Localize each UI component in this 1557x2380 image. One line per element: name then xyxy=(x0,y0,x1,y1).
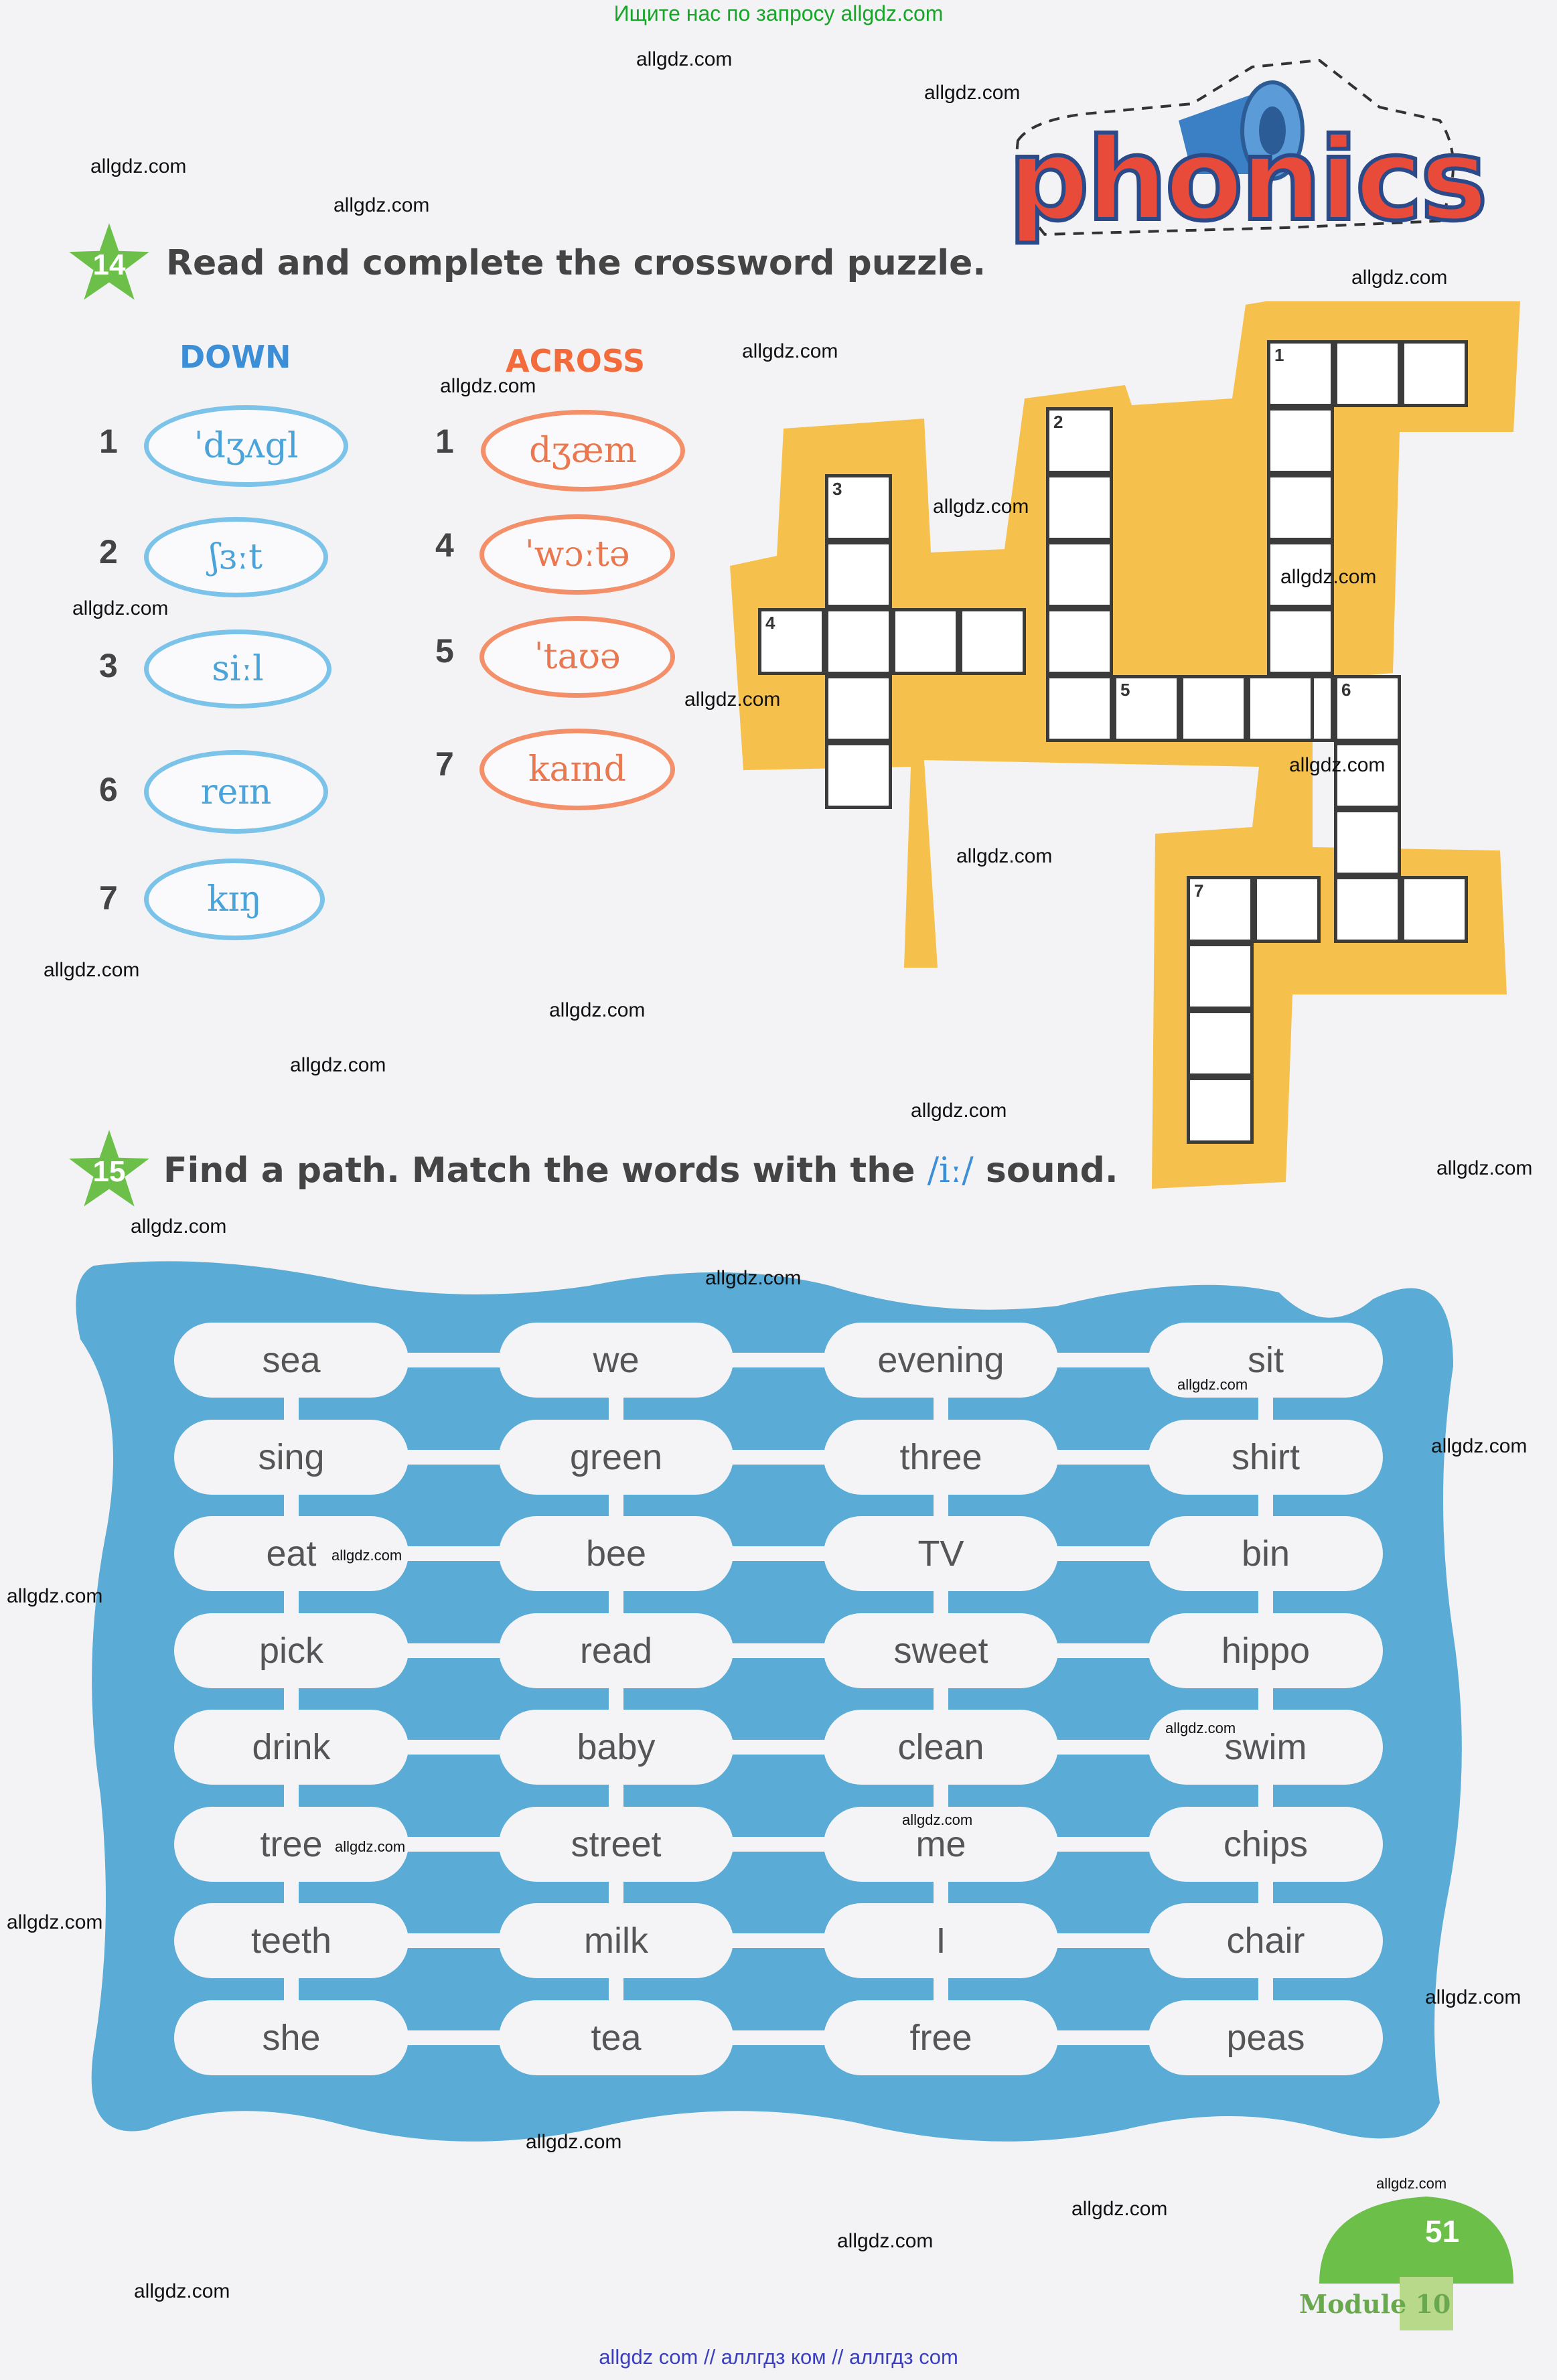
watermark-text: allgdz.com xyxy=(1351,267,1448,289)
word-cell[interactable]: tree xyxy=(174,1807,409,1882)
crossword-cell[interactable] xyxy=(1180,675,1247,742)
watermark-text: allgdz.com xyxy=(636,48,733,70)
word-cell[interactable]: evening xyxy=(824,1323,1058,1398)
watermark-text: allgdz.com xyxy=(1165,1720,1236,1736)
word-cell[interactable]: chair xyxy=(1148,1903,1383,1978)
watermark-text: allgdz.com xyxy=(526,2131,622,2153)
word-cell[interactable]: sweet xyxy=(824,1613,1058,1688)
crossword-cell[interactable] xyxy=(1334,675,1401,742)
watermark-text: allgdz.com xyxy=(1425,1986,1522,2008)
across-clue-number: 1 xyxy=(435,423,454,460)
down-clue-number: 7 xyxy=(99,879,118,917)
watermark-text: allgdz.com xyxy=(134,2280,230,2302)
watermark-text: allgdz.com xyxy=(7,1585,103,1607)
path-bridge-horizontal xyxy=(727,1837,830,1852)
watermark-text: allgdz.com xyxy=(956,845,1053,867)
crossword-cell-number: 7 xyxy=(1194,881,1204,901)
down-clue-number: 1 xyxy=(99,423,118,460)
word-cell[interactable]: we xyxy=(499,1323,733,1398)
down-clue-number: 6 xyxy=(99,771,118,808)
exercise-14-title: Read and complete the crossword puzzle. xyxy=(166,243,986,283)
word-cell[interactable]: bee xyxy=(499,1516,733,1591)
crossword-cell[interactable] xyxy=(1247,675,1314,742)
watermark-text: allgdz.com xyxy=(837,2230,934,2252)
down-clue-ipa: kɪŋ xyxy=(144,859,325,940)
crossword-cell[interactable] xyxy=(1267,474,1334,541)
sound-symbol: /iː/ xyxy=(927,1150,974,1191)
word-cell[interactable]: bin xyxy=(1148,1516,1383,1591)
crossword-cell[interactable] xyxy=(1334,876,1401,943)
path-bridge-horizontal xyxy=(1051,1837,1155,1852)
crossword-cell[interactable] xyxy=(1187,943,1254,1010)
crossword-cell-number: 4 xyxy=(765,613,775,633)
path-bridge-horizontal xyxy=(727,1353,830,1367)
path-bridge-horizontal xyxy=(402,1643,506,1658)
path-bridge-horizontal xyxy=(727,1740,830,1755)
crossword-cell[interactable] xyxy=(825,675,892,742)
word-cell[interactable]: street xyxy=(499,1807,733,1882)
exercise-15-title: Find a path. Match the words with the /iː/ sound. xyxy=(163,1150,1118,1191)
word-cell[interactable]: me xyxy=(824,1807,1058,1882)
path-bridge-horizontal xyxy=(402,2030,506,2045)
word-cell[interactable]: teeth xyxy=(174,1903,409,1978)
watermark-text: allgdz.com xyxy=(705,1267,802,1289)
path-bridge-horizontal xyxy=(1051,1933,1155,1948)
watermark-text: allgdz.com xyxy=(742,340,838,362)
crossword-cell[interactable] xyxy=(1046,541,1113,608)
across-clue-number: 5 xyxy=(435,632,454,670)
across-clue-ipa: kaɪnd xyxy=(479,729,675,810)
crossword-cell[interactable] xyxy=(1334,809,1401,876)
crossword-cell[interactable] xyxy=(825,608,892,675)
crossword-cell[interactable] xyxy=(1267,407,1334,474)
crossword-cell[interactable] xyxy=(1254,876,1321,943)
across-clue-number: 7 xyxy=(435,745,454,783)
watermark-text: allgdz.com xyxy=(1436,1157,1533,1179)
word-cell[interactable]: tea xyxy=(499,2000,733,2075)
crossword-cell[interactable] xyxy=(1113,675,1180,742)
watermark-text: allgdz.com xyxy=(1177,1376,1248,1393)
word-cell[interactable]: chips xyxy=(1148,1807,1383,1882)
path-bridge-horizontal xyxy=(1051,1546,1155,1561)
watermark-text: allgdz.com xyxy=(902,1811,973,1828)
path-bridge-horizontal xyxy=(727,1643,830,1658)
word-cell[interactable]: peas xyxy=(1148,2000,1383,2075)
crossword-cell[interactable] xyxy=(1401,876,1468,943)
bottom-banner[interactable]: allgdz com // аллгдз ком // аллгдз com xyxy=(599,2345,958,2369)
path-bridge-horizontal xyxy=(402,1740,506,1755)
crossword-cell[interactable] xyxy=(758,608,825,675)
down-clue-number: 3 xyxy=(99,647,118,684)
word-cell[interactable]: green xyxy=(499,1420,733,1495)
word-cell[interactable]: three xyxy=(824,1420,1058,1495)
word-cell[interactable]: baby xyxy=(499,1710,733,1785)
crossword-cell[interactable] xyxy=(1334,340,1401,407)
crossword-cell[interactable] xyxy=(959,608,1026,675)
module-label: Module 10 xyxy=(1299,2289,1451,2319)
across-clue-ipa: ˈtaʊə xyxy=(479,616,675,698)
crossword-cell[interactable] xyxy=(892,608,959,675)
exercise-number-star: 14 xyxy=(66,220,153,307)
word-cell[interactable]: pick xyxy=(174,1613,409,1688)
word-cell[interactable]: read xyxy=(499,1613,733,1688)
watermark-text: allgdz.com xyxy=(7,1911,103,1933)
crossword-cell[interactable] xyxy=(825,541,892,608)
down-clue-ipa: ˈdʒʌgl xyxy=(144,405,348,487)
crossword-cell[interactable] xyxy=(1401,340,1468,407)
path-bridge-horizontal xyxy=(402,1837,506,1852)
path-bridge-horizontal xyxy=(1051,1643,1155,1658)
crossword-cell-number: 5 xyxy=(1120,680,1130,700)
path-bridge-horizontal xyxy=(402,1546,506,1561)
watermark-text: allgdz.com xyxy=(333,194,430,216)
crossword-cell-number: 6 xyxy=(1341,680,1351,700)
path-bridge-horizontal xyxy=(402,1933,506,1948)
crossword-cell[interactable] xyxy=(1267,608,1334,675)
watermark-text: allgdz.com xyxy=(1289,754,1386,776)
crossword-cell[interactable] xyxy=(1267,340,1334,407)
down-clue-ipa: siːl xyxy=(144,629,331,709)
path-bridge-horizontal xyxy=(402,1353,506,1367)
watermark-text: allgdz.com xyxy=(1431,1435,1528,1457)
watermark-text: allgdz.com xyxy=(72,597,169,619)
page-number: 51 xyxy=(1425,2214,1460,2249)
word-cell[interactable]: she xyxy=(174,2000,409,2075)
path-bridge-horizontal xyxy=(1051,1740,1155,1755)
word-cell[interactable]: hippo xyxy=(1148,1613,1383,1688)
word-cell[interactable]: free xyxy=(824,2000,1058,2075)
across-clue-ipa: ˈwɔːtə xyxy=(479,514,675,595)
crossword-cell[interactable] xyxy=(1187,876,1254,943)
watermark-text: allgdz.com xyxy=(131,1215,227,1238)
word-cell[interactable]: sea xyxy=(174,1323,409,1398)
watermark-text: allgdz.com xyxy=(684,688,781,711)
word-cell[interactable]: I xyxy=(824,1903,1058,1978)
crossword-cell[interactable] xyxy=(1046,608,1113,675)
crossword-cell-number: 1 xyxy=(1274,345,1284,365)
down-heading: DOWN xyxy=(179,339,291,375)
word-cell[interactable]: sing xyxy=(174,1420,409,1495)
watermark-text: allgdz.com xyxy=(911,1100,1007,1122)
path-bridge-horizontal xyxy=(1051,1353,1155,1367)
across-clue-number: 4 xyxy=(435,526,454,564)
path-bridge-horizontal xyxy=(727,2030,830,2045)
watermark-text: allgdz.com xyxy=(1376,2175,1447,2192)
crossword-cell[interactable] xyxy=(1046,407,1113,474)
watermark-text: allgdz.com xyxy=(335,1838,406,1855)
crossword-cell[interactable] xyxy=(1187,1077,1254,1144)
path-bridge-horizontal xyxy=(727,1546,830,1561)
crossword-cell[interactable] xyxy=(1046,675,1113,742)
down-clue-ipa: reɪn xyxy=(144,750,328,834)
crossword-cell[interactable] xyxy=(1046,474,1113,541)
across-heading: ACROSS xyxy=(506,343,646,379)
word-cell[interactable]: sit xyxy=(1148,1323,1383,1398)
crossword-cell[interactable] xyxy=(825,474,892,541)
path-bridge-horizontal xyxy=(1051,1450,1155,1465)
path-bridge-horizontal xyxy=(402,1450,506,1465)
word-cell[interactable]: clean xyxy=(824,1710,1058,1785)
phonics-logo: phonics xyxy=(1008,114,1485,246)
watermark-text: allgdz.com xyxy=(44,959,140,981)
down-clue-number: 2 xyxy=(99,533,118,571)
down-clue-ipa: ʃɜːt xyxy=(144,517,328,597)
watermark-text: allgdz.com xyxy=(440,375,536,397)
across-clue-ipa: dʒæm xyxy=(481,410,685,492)
path-bridge-horizontal xyxy=(1051,2030,1155,2045)
top-banner[interactable]: Ищите нас по запросу allgdz.com xyxy=(613,1,944,25)
watermark-text: allgdz.com xyxy=(924,82,1021,104)
crossword-cell-number: 2 xyxy=(1053,412,1063,432)
exercise-number-star: 15 xyxy=(66,1126,153,1213)
word-cell[interactable]: shirt xyxy=(1148,1420,1383,1495)
watermark-text: allgdz.com xyxy=(331,1547,402,1564)
watermark-text: allgdz.com xyxy=(1280,566,1377,588)
crossword-cell[interactable] xyxy=(1187,1010,1254,1077)
crossword-cell-number: 3 xyxy=(832,479,842,499)
word-cell[interactable]: drink xyxy=(174,1710,409,1785)
watermark-text: allgdz.com xyxy=(1071,2198,1168,2220)
word-cell[interactable]: milk xyxy=(499,1903,733,1978)
watermark-text: allgdz.com xyxy=(90,155,187,177)
word-cell[interactable]: swim xyxy=(1148,1710,1383,1785)
watermark-text: allgdz.com xyxy=(933,496,1029,518)
watermark-text: allgdz.com xyxy=(290,1054,386,1076)
path-bridge-horizontal xyxy=(727,1933,830,1948)
watermark-text: allgdz.com xyxy=(549,999,646,1021)
crossword-cell[interactable] xyxy=(825,742,892,809)
path-bridge-horizontal xyxy=(727,1450,830,1465)
word-cell[interactable]: eat xyxy=(174,1516,409,1591)
word-cell[interactable]: TV xyxy=(824,1516,1058,1591)
